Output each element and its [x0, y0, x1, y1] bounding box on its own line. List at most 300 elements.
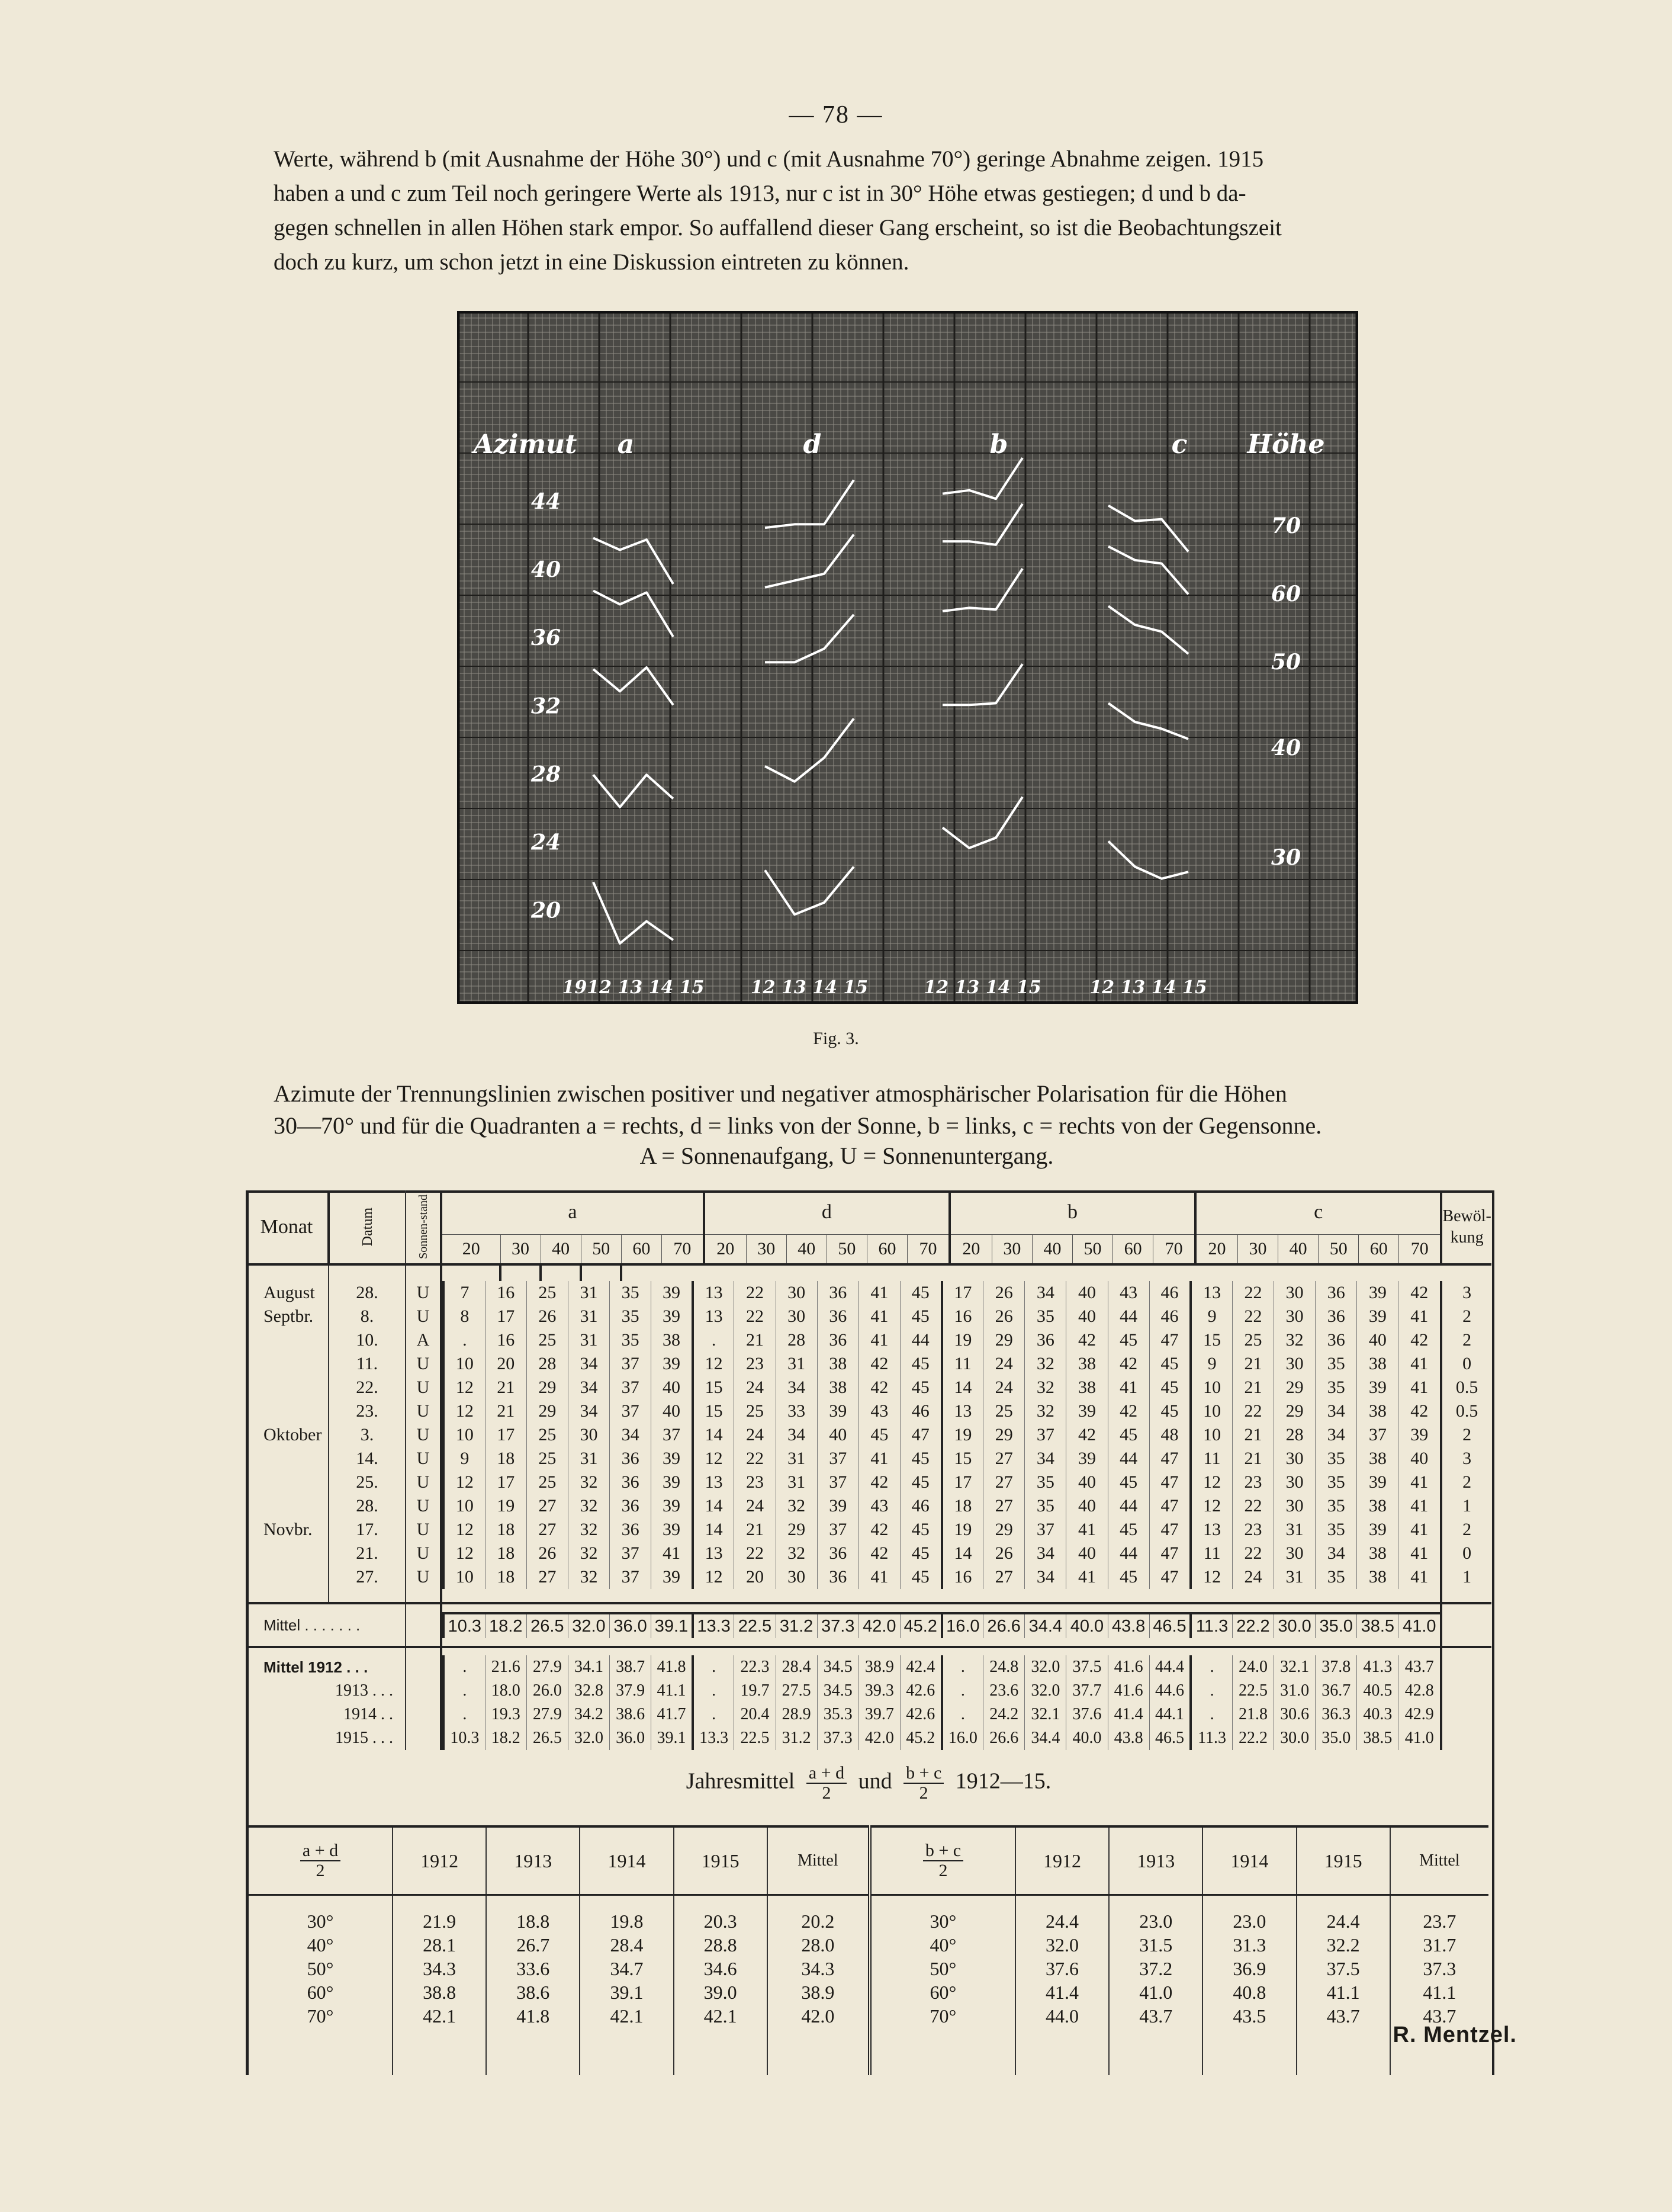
header-monat: Monat [246, 1190, 329, 1264]
value-cell: 38 [1357, 1352, 1398, 1376]
sun-cell: U [406, 1494, 441, 1518]
value-cell: 34 [1025, 1565, 1066, 1589]
date-cell: 21. [329, 1542, 406, 1565]
fraction-numerator: a + d [806, 1764, 847, 1784]
value-cell: 40.0 [1066, 1726, 1108, 1750]
value-cell: 38 [1357, 1565, 1398, 1589]
height-cell: 30° [249, 1895, 393, 1934]
value-cell: 35 [1316, 1565, 1357, 1589]
value-cell: 39 [1357, 1518, 1398, 1542]
value-cell: 44 [900, 1328, 941, 1352]
value-cell: 7 [443, 1281, 485, 1305]
value-cell: 46.5 [1149, 1613, 1191, 1638]
value-cell: 27 [983, 1494, 1025, 1518]
value-cell: 36.0 [610, 1726, 651, 1750]
value-cell: 42 [1398, 1399, 1440, 1423]
height-cell: 30° [870, 1895, 1015, 1934]
value-cell: 38 [1357, 1542, 1398, 1565]
value-cell: 21 [1232, 1447, 1274, 1471]
intro-line: haben a und c zum Teil noch geringere Werte als 1913, nur c ist in 30° Höhe etwas gestiegen; d und b da- [274, 181, 1246, 206]
value-cell: 34.1 [568, 1655, 609, 1679]
value-cell: 28.8 [674, 1933, 767, 1957]
value-cell: . [942, 1679, 983, 1703]
sun-cell: U [406, 1399, 441, 1423]
value-cell: 24.4 [1015, 1895, 1109, 1934]
value-cell: 22 [1232, 1494, 1274, 1518]
value-cell: 47 [1149, 1565, 1191, 1589]
header-group-b: b [950, 1190, 1195, 1235]
value-cell: 24 [1232, 1565, 1274, 1589]
value-cell: 39.0 [674, 1980, 767, 2004]
value-cell: 27.9 [526, 1703, 568, 1726]
value-cell: 32 [1025, 1399, 1066, 1423]
value-cell: 41 [651, 1542, 693, 1565]
header-group-a: a [441, 1190, 704, 1235]
header-label: a [617, 429, 635, 460]
value-cell: 35 [1316, 1447, 1357, 1471]
value-cell: 14 [693, 1494, 734, 1518]
value-cell: 42.1 [580, 2004, 673, 2028]
table-row [246, 1352, 1491, 1376]
value-cell: 31 [568, 1447, 609, 1471]
value-cell: 41 [1398, 1352, 1440, 1376]
value-cell: 21.9 [393, 1895, 486, 1934]
value-cell: 40.8 [1202, 1980, 1296, 2004]
value-cell: 36 [817, 1328, 858, 1352]
value-cell: 25 [734, 1399, 776, 1423]
header-year: 1915 [1297, 1826, 1390, 1895]
value-cell: 31 [776, 1471, 817, 1494]
value-cell: 44.4 [1149, 1655, 1191, 1679]
sun-cell: U [406, 1471, 441, 1494]
value-cell: 41.6 [1108, 1655, 1149, 1679]
value-cell: 29 [1274, 1376, 1316, 1399]
value-cell: 32.2 [1297, 1933, 1390, 1957]
value-cell: 47 [1149, 1447, 1191, 1471]
value-cell: 22 [1232, 1305, 1274, 1328]
jahresmittel-title [246, 1764, 1491, 1803]
value-cell: 42 [1108, 1352, 1149, 1376]
figure-caption: Fig. 3. [813, 1029, 859, 1048]
value-cell: 37.5 [1066, 1655, 1108, 1679]
yearly-row [246, 1679, 1491, 1703]
value-cell: 44 [1108, 1447, 1149, 1471]
value-cell: 24.0 [1232, 1655, 1274, 1679]
value-cell: 19 [942, 1518, 983, 1542]
header-height: 40 [541, 1235, 581, 1265]
value-cell: 35 [610, 1281, 651, 1305]
value-cell: 14 [942, 1376, 983, 1399]
value-cell: 18.2 [485, 1726, 526, 1750]
value-cell: 42.1 [674, 2004, 767, 2028]
value-cell: 38 [1357, 1447, 1398, 1471]
value-cell: 23.7 [1423, 1911, 1456, 1932]
value-cell: 22.5 [734, 1726, 776, 1750]
description-line: A = Sonnenaufgang, U = Sonnenuntergang. [639, 1142, 1054, 1169]
value-cell: 43.8 [1108, 1726, 1149, 1750]
value-cell: 37 [1357, 1423, 1398, 1447]
value-cell: 44.1 [1149, 1703, 1191, 1726]
value-cell: 13 [942, 1399, 983, 1423]
value-cell: 32 [1025, 1352, 1066, 1376]
value-cell: 21 [1232, 1352, 1274, 1376]
value-cell: 30 [1274, 1281, 1316, 1305]
value-cell: 14 [693, 1518, 734, 1542]
value-cell: 28 [1274, 1423, 1316, 1447]
value-cell: 36 [610, 1518, 651, 1542]
value-cell: 36 [817, 1305, 858, 1328]
value-cell: 39.1 [651, 1726, 693, 1750]
table-row [246, 1494, 1491, 1518]
value-cell: 26.5 [526, 1726, 568, 1750]
value-cell: 13.3 [693, 1726, 734, 1750]
value-cell: 35 [1316, 1518, 1357, 1542]
date-cell: 28. [329, 1494, 406, 1518]
value-cell: 39 [651, 1305, 693, 1328]
value-cell: 39 [1066, 1447, 1108, 1471]
value-cell: 18 [485, 1518, 526, 1542]
header-bewoelkung: Bewöl-kung [1441, 1190, 1491, 1264]
value-cell: 32.0 [1015, 1933, 1109, 1957]
value-cell: 45 [858, 1423, 900, 1447]
value-cell: 32.0 [568, 1726, 609, 1750]
value-cell: 21 [734, 1518, 776, 1542]
header-height: 70 [1399, 1235, 1441, 1265]
header-mittel: Mittel [1390, 1826, 1488, 1895]
value-cell: 46 [1149, 1305, 1191, 1328]
value-cell: 47 [1149, 1471, 1191, 1494]
value-cell: 32.1 [1274, 1655, 1316, 1679]
value-cell: 25 [526, 1447, 568, 1471]
height-cell: 70° [249, 2004, 393, 2028]
value-cell: 45 [1108, 1328, 1149, 1352]
table-row [246, 1542, 1491, 1565]
value-cell: 25 [526, 1471, 568, 1494]
value-cell: 27 [526, 1565, 568, 1589]
value-cell: 10 [443, 1423, 485, 1447]
value-cell: 38 [1066, 1352, 1108, 1376]
value-cell: 38 [1066, 1376, 1108, 1399]
month-cell [246, 1471, 329, 1494]
value-cell: 42 [1066, 1328, 1108, 1352]
value-cell: 35 [1316, 1471, 1357, 1494]
value-cell: 38.6 [610, 1703, 651, 1726]
value-cell: 22 [1232, 1399, 1274, 1423]
value-cell: 31.5 [1109, 1933, 1202, 1957]
value-cell: 21 [1232, 1376, 1274, 1399]
value-cell: 26.0 [526, 1679, 568, 1703]
value-cell: 41 [1066, 1518, 1108, 1542]
value-cell: 34 [776, 1423, 817, 1447]
value-cell: 39 [651, 1518, 693, 1542]
value-cell: 16 [485, 1328, 526, 1352]
value-cell: 22 [734, 1447, 776, 1471]
table-row [249, 1957, 1488, 1980]
value-cell: 45 [900, 1305, 941, 1328]
value-cell: 31 [568, 1305, 609, 1328]
value-cell: 36 [1316, 1305, 1357, 1328]
value-cell: 11 [1191, 1447, 1232, 1471]
value-cell: 41 [858, 1447, 900, 1471]
header-label: c [1171, 429, 1188, 460]
table-description [274, 1078, 1420, 1142]
value-cell: 43 [1108, 1281, 1149, 1305]
header-year: 1913 [486, 1826, 580, 1895]
value-cell: 41.8 [486, 2004, 580, 2028]
value-cell: 21 [734, 1328, 776, 1352]
table-row [246, 1328, 1491, 1352]
value-cell: 24 [734, 1494, 776, 1518]
value-cell: 29 [776, 1518, 817, 1542]
value-cell: 36 [1316, 1328, 1357, 1352]
cloud-cell: 2 [1441, 1518, 1491, 1542]
value-cell: 38.5 [1357, 1726, 1398, 1750]
cloud-cell: 0.5 [1441, 1376, 1491, 1399]
value-cell: 36.7 [1316, 1679, 1357, 1703]
value-cell: 37 [817, 1471, 858, 1494]
value-cell: 40.3 [1357, 1703, 1398, 1726]
cloud-cell: 1 [1441, 1494, 1491, 1518]
value-cell: 41.0 [1398, 1726, 1440, 1750]
date-cell: 8. [329, 1305, 406, 1328]
header-mittel: Mittel [767, 1826, 870, 1895]
value-cell: 22 [734, 1281, 776, 1305]
intro-line: Werte, während b (mit Ausnahme der Höhe 30°) und c (mit Ausnahme 70°) geringe Abnahme zeigen. 1915 [274, 146, 1264, 172]
value-cell: 32 [1025, 1376, 1066, 1399]
value-cell: 35.0 [1316, 1613, 1357, 1638]
height-label: 60 [1271, 582, 1301, 606]
value-cell: 11.3 [1191, 1726, 1232, 1750]
sun-cell: U [406, 1352, 441, 1376]
sun-cell: U [406, 1565, 441, 1589]
intro-paragraph [274, 142, 1420, 280]
value-cell: 23 [1232, 1518, 1274, 1542]
value-cell: 13 [1191, 1281, 1232, 1305]
value-cell: 34.7 [580, 1957, 673, 1980]
value-cell: 37.6 [1066, 1703, 1108, 1726]
sun-cell: U [406, 1376, 441, 1399]
value-cell: 34 [1025, 1447, 1066, 1471]
value-cell: 45 [900, 1542, 941, 1565]
table-row [246, 1447, 1491, 1471]
value-cell: . [443, 1328, 485, 1352]
value-cell: 37 [1025, 1518, 1066, 1542]
value-cell: 10 [443, 1565, 485, 1589]
value-cell: . [1191, 1703, 1232, 1726]
value-cell: 38.8 [393, 1980, 486, 2004]
value-cell: 38 [817, 1352, 858, 1376]
value-cell: 18.2 [485, 1613, 526, 1638]
value-cell: 32.1 [1025, 1703, 1066, 1726]
table-row [246, 1281, 1491, 1305]
value-cell: 31 [1274, 1518, 1316, 1542]
value-cell: 37.3 [1423, 1958, 1456, 1979]
value-cell: 21.8 [1232, 1703, 1274, 1726]
value-cell: 19 [942, 1328, 983, 1352]
value-cell: 20.3 [674, 1895, 767, 1934]
value-cell: 41.1 [651, 1679, 693, 1703]
value-cell: 45 [900, 1281, 941, 1305]
yearly-means-table [249, 1825, 1488, 2075]
value-cell: 45 [1149, 1352, 1191, 1376]
value-cell: 24 [734, 1376, 776, 1399]
value-cell: 45 [900, 1471, 941, 1494]
value-cell: 45 [900, 1565, 941, 1589]
value-cell: 12 [1191, 1565, 1232, 1589]
value-cell: 12 [443, 1399, 485, 1423]
value-cell: 32 [568, 1494, 609, 1518]
yearly-row [246, 1726, 1491, 1750]
value-cell: 37 [610, 1376, 651, 1399]
yearly-row [246, 1655, 1491, 1679]
value-cell: 37.9 [610, 1679, 651, 1703]
header-group-c: c [1195, 1190, 1441, 1235]
value-cell: 41 [1398, 1471, 1440, 1494]
value-cell: 21 [485, 1376, 526, 1399]
value-cell: 42.0 [858, 1613, 900, 1638]
date-cell: 11. [329, 1352, 406, 1376]
value-cell: 42 [858, 1542, 900, 1565]
value-cell: 39 [1357, 1376, 1398, 1399]
value-cell: 38.7 [610, 1655, 651, 1679]
value-cell: 12 [1191, 1494, 1232, 1518]
value-cell: 15 [693, 1399, 734, 1423]
header-height: 60 [621, 1235, 661, 1265]
value-cell: 30.0 [1274, 1613, 1316, 1638]
mittel-row [246, 1603, 1491, 1647]
value-cell: 41 [1398, 1494, 1440, 1518]
value-cell: 42 [1108, 1399, 1149, 1423]
table-row [249, 1933, 1488, 1957]
value-cell: 38.5 [1357, 1613, 1398, 1638]
value-cell: 34.3 [767, 1957, 870, 1980]
value-cell: 41 [1398, 1565, 1440, 1589]
value-cell: 28.0 [767, 1933, 870, 1957]
value-cell: 37 [610, 1352, 651, 1376]
value-cell: 32 [568, 1542, 609, 1565]
date-cell: 27. [329, 1565, 406, 1589]
value-cell: 42 [858, 1518, 900, 1542]
value-cell: . [942, 1703, 983, 1726]
value-cell: 41.1 [1423, 1982, 1456, 2003]
value-cell: 13 [693, 1471, 734, 1494]
value-cell: 39 [651, 1447, 693, 1471]
value-cell: 27.9 [526, 1655, 568, 1679]
value-cell: 28.1 [393, 1933, 486, 1957]
value-cell: 14 [693, 1423, 734, 1447]
value-cell: 32.0 [1025, 1655, 1066, 1679]
value-cell: 45 [900, 1518, 941, 1542]
value-cell: 40.5 [1357, 1679, 1398, 1703]
header-year: 1914 [580, 1826, 673, 1895]
intro-line: gegen schnellen in allen Höhen stark empor. So auffallend dieser Gang erscheint, so ist die Beobachtungszeit [274, 215, 1282, 240]
value-cell: 47 [1149, 1518, 1191, 1542]
sun-cell: U [406, 1281, 441, 1305]
value-cell: 41 [1398, 1542, 1440, 1565]
value-cell: 22.5 [734, 1613, 776, 1638]
fraction-numerator: b + c [923, 1841, 963, 1861]
value-cell: 18.0 [485, 1679, 526, 1703]
figure-chart [457, 311, 1358, 1004]
value-cell: 43 [858, 1399, 900, 1423]
month-cell [246, 1399, 329, 1423]
value-cell: 18 [485, 1447, 526, 1471]
value-cell: 46 [900, 1399, 941, 1423]
value-cell: 34.4 [1025, 1726, 1066, 1750]
value-cell: 11.3 [1191, 1613, 1232, 1638]
year-tick-label: 12 13 14 15 [750, 977, 869, 998]
value-cell: 24.2 [983, 1703, 1025, 1726]
value-cell: 32 [1274, 1328, 1316, 1352]
value-cell: 34 [610, 1423, 651, 1447]
header-height: 40 [1278, 1235, 1319, 1265]
value-cell: 25 [526, 1328, 568, 1352]
value-cell: 41.3 [1357, 1655, 1398, 1679]
value-cell: 30 [1274, 1471, 1316, 1494]
cloud-cell: 2 [1441, 1423, 1491, 1447]
value-cell: 26 [983, 1281, 1025, 1305]
month-cell: Novbr. [263, 1520, 313, 1539]
value-cell: 34.5 [817, 1679, 858, 1703]
header-b-c [870, 1826, 1015, 1895]
header-height: 70 [908, 1235, 950, 1265]
header-height: 60 [867, 1235, 907, 1265]
value-cell: 42.9 [1398, 1703, 1440, 1726]
header-height: 40 [1032, 1235, 1072, 1265]
fraction-denominator: 2 [919, 1783, 928, 1803]
value-cell: . [693, 1655, 734, 1679]
value-cell: . [693, 1328, 734, 1352]
month-cell [246, 1494, 329, 1518]
value-cell: 35 [1025, 1471, 1066, 1494]
header-height: 50 [581, 1235, 621, 1265]
header-height: 40 [786, 1235, 827, 1265]
value-cell: 30 [776, 1281, 817, 1305]
value-cell: 22 [734, 1542, 776, 1565]
value-cell: 37 [610, 1565, 651, 1589]
value-cell: 47 [1149, 1328, 1191, 1352]
value-cell: 23 [1232, 1471, 1274, 1494]
value-cell: 12 [693, 1352, 734, 1376]
value-cell: 22.2 [1232, 1613, 1274, 1638]
value-cell: 32 [568, 1518, 609, 1542]
azimuth-table [246, 1190, 1491, 1750]
value-cell: 43.8 [1108, 1613, 1149, 1638]
month-cell [246, 1352, 329, 1376]
sun-cell: U [406, 1423, 441, 1447]
axis-tick-label: 20 [530, 898, 561, 923]
month-cell [246, 1542, 329, 1565]
value-cell: 16 [942, 1565, 983, 1589]
value-cell: 41 [1066, 1565, 1108, 1589]
value-cell: 24 [734, 1423, 776, 1447]
value-cell: 42.4 [900, 1655, 941, 1679]
value-cell: 41.4 [1015, 1980, 1109, 2004]
value-cell: 31.2 [776, 1726, 817, 1750]
value-cell: 45 [1108, 1423, 1149, 1447]
value-cell: 10 [443, 1352, 485, 1376]
year-label: 1913 . . . [335, 1681, 393, 1700]
cloud-cell: 2 [1441, 1328, 1491, 1352]
axis-tick-label: 40 [530, 557, 561, 583]
value-cell: 34 [568, 1352, 609, 1376]
value-cell: 37 [651, 1423, 693, 1447]
header-height: 20 [704, 1235, 746, 1265]
value-cell: 40 [1066, 1305, 1108, 1328]
header-height: 50 [1319, 1235, 1359, 1265]
value-cell: 18 [485, 1542, 526, 1565]
value-cell: . [443, 1679, 485, 1703]
